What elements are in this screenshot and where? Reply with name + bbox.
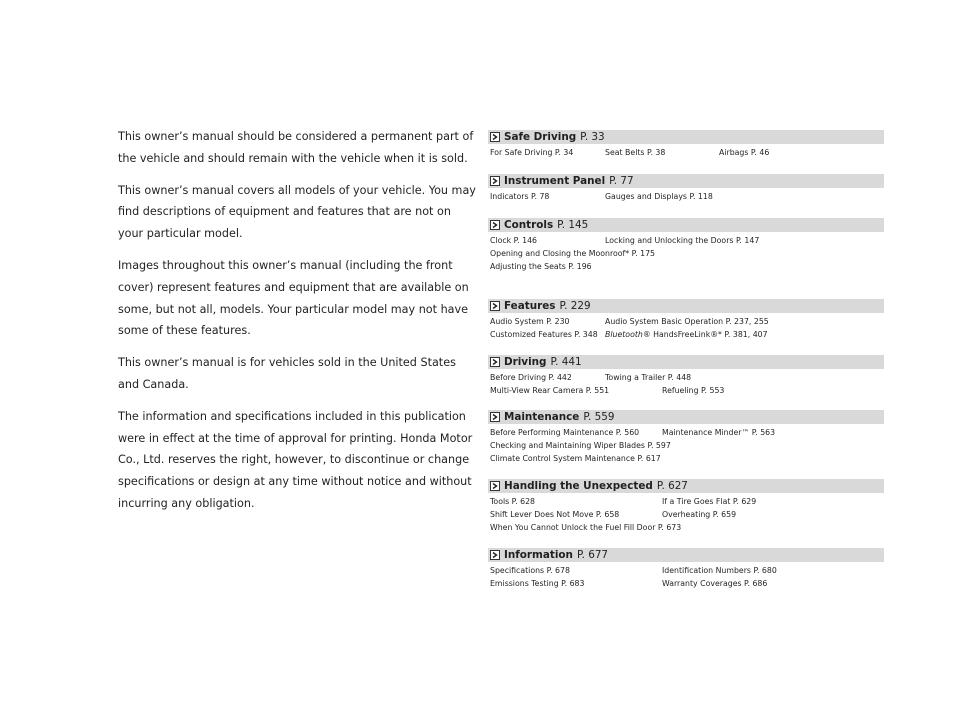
toc-link[interactable]: Clock P. 146 <box>490 236 537 245</box>
toc-link[interactable]: Seat Belts P. 38 <box>605 148 666 157</box>
toc-row <box>488 190 884 203</box>
toc-link[interactable]: Climate Control System Maintenance P. 617 <box>490 454 661 463</box>
toc-section-maintenance <box>488 410 884 465</box>
toc-link[interactable]: Overheating P. 659 <box>662 510 737 519</box>
reference-arrow-icon <box>490 550 500 560</box>
section-page: P. 77 <box>609 175 634 187</box>
toc-link[interactable]: Shift Lever Does Not Move P. 658 <box>490 510 620 519</box>
toc-row <box>488 564 884 577</box>
toc-link[interactable]: Opening and Closing the Moonroof* P. 175 <box>490 249 655 258</box>
toc-row <box>488 315 884 328</box>
toc-link[interactable]: Refueling P. 553 <box>662 386 725 395</box>
toc-row <box>488 521 884 534</box>
section-page: P. 627 <box>656 480 688 492</box>
toc-link[interactable]: Tools P. 628 <box>490 497 536 506</box>
toc-link[interactable]: Before Performing Maintenance P. 560 <box>490 428 640 437</box>
toc-link[interactable]: Locking and Unlocking the Doors P. 147 <box>605 236 760 245</box>
toc-row <box>488 426 884 439</box>
toc-link[interactable]: Specifications P. 678 <box>490 566 570 575</box>
section-title: Features <box>504 300 556 312</box>
toc-section-features <box>488 299 884 341</box>
toc-link[interactable]: If a Tire Goes Flat P. 629 <box>662 497 757 506</box>
toc-row <box>488 452 884 465</box>
toc-row <box>488 247 884 260</box>
toc-section-controls <box>488 218 884 273</box>
reference-arrow-icon <box>490 132 500 142</box>
toc-link[interactable]: Maintenance Minder™ P. 563 <box>662 428 776 437</box>
handsfreelink-text: ® HandsFreeLink®* P. 381, 407 <box>642 330 768 339</box>
toc-section-information <box>488 548 884 590</box>
section-header[interactable] <box>488 355 884 369</box>
section-header[interactable] <box>488 218 884 232</box>
intro-paragraph: This owner’s manual is for vehicles sold in the United States and Canada. <box>118 356 456 391</box>
toc-link[interactable]: Customized Features P. 348 <box>490 330 598 339</box>
toc-row <box>488 495 884 508</box>
toc-link[interactable]: Indicators P. 78 <box>490 192 550 201</box>
toc-row <box>488 234 884 247</box>
section-title: Maintenance <box>504 411 580 423</box>
toc-link[interactable]: Airbags P. 46 <box>719 148 770 157</box>
section-header[interactable] <box>488 479 884 493</box>
reference-arrow-icon <box>490 220 500 230</box>
toc-row <box>488 439 884 452</box>
reference-arrow-icon <box>490 176 500 186</box>
reference-arrow-icon <box>490 481 500 491</box>
section-title: Safe Driving <box>504 131 577 143</box>
intro-paragraph: This owner’s manual should be considered a permanent part of the vehicle and should remain with the vehicle when it is sold. <box>118 130 474 165</box>
toc-link[interactable]: Emissions Testing P. 683 <box>490 579 585 588</box>
toc-link[interactable]: Gauges and Displays P. 118 <box>605 192 713 201</box>
toc-section-handling-the-unexpected <box>488 479 884 534</box>
reference-arrow-icon <box>490 301 500 311</box>
reference-arrow-icon <box>490 412 500 422</box>
toc-section-instrument-panel <box>488 174 884 203</box>
toc-link[interactable]: Audio System Basic Operation P. 237, 255 <box>605 317 769 326</box>
toc-row <box>488 371 884 384</box>
reference-arrow-icon <box>490 357 500 367</box>
section-header[interactable] <box>488 410 884 424</box>
toc-link[interactable]: When You Cannot Unlock the Fuel Fill Door P. 673 <box>490 523 682 532</box>
toc-link[interactable]: Identification Numbers P. 680 <box>662 566 777 575</box>
toc-link[interactable]: Warranty Coverages P. 686 <box>662 579 768 588</box>
section-header[interactable] <box>488 299 884 313</box>
section-page: P. 33 <box>580 131 605 143</box>
section-title: Controls <box>504 219 554 231</box>
toc-link[interactable]: For Safe Driving P. 34 <box>490 148 574 157</box>
intro-paragraph: This owner’s manual covers all models of your vehicle. You may find descriptions of equipment and features that are not on your particular model. <box>118 183 476 241</box>
toc-section-driving <box>488 355 884 397</box>
toc-row <box>488 146 884 159</box>
section-title: Information <box>504 549 573 561</box>
section-header[interactable] <box>488 548 884 562</box>
toc-row <box>488 384 884 397</box>
toc-link[interactable]: Checking and Maintaining Wiper Blades P. 597 <box>490 441 671 450</box>
section-page: P. 145 <box>557 219 589 231</box>
toc-row <box>488 260 884 273</box>
section-page: P. 441 <box>550 356 582 368</box>
section-page: P. 559 <box>583 411 615 423</box>
toc-row <box>488 577 884 590</box>
section-title: Driving <box>504 356 547 368</box>
section-page: P. 229 <box>559 300 591 312</box>
toc-row <box>488 328 884 341</box>
toc-link[interactable]: Adjusting the Seats P. 196 <box>490 262 592 271</box>
toc-link[interactable]: Multi-View Rear Camera P. 551 <box>490 386 610 395</box>
toc-link[interactable]: Towing a Trailer P. 448 <box>605 373 692 382</box>
toc-link[interactable]: Audio System P. 230 <box>490 317 570 326</box>
toc-link[interactable]: Before Driving P. 442 <box>490 373 572 382</box>
bluetooth-text: Bluetooth <box>605 330 643 339</box>
section-page: P. 677 <box>576 549 609 561</box>
intro-paragraph: Images throughout this owner’s manual (including the front cover) represent features and equipment that are available on some, but not all, models. Your particular model may not have some of these features. <box>118 258 469 338</box>
section-header[interactable] <box>488 130 884 144</box>
section-title: Instrument Panel <box>504 175 606 187</box>
toc-row <box>488 508 884 521</box>
toc-section-safe-driving <box>488 130 884 159</box>
intro-text <box>118 126 478 525</box>
toc-link-handsfreelink[interactable] <box>605 328 768 341</box>
intro-paragraph: The information and specifications included in this publication were in effect at the time of approval for printing. Honda Motor Co., Ltd. reserves the right, however, to discontinue or change specifications or design at any time without notice and without incurring any obligation. <box>118 409 473 510</box>
section-title: Handling the Unexpected <box>504 480 653 492</box>
section-header[interactable] <box>488 174 884 188</box>
